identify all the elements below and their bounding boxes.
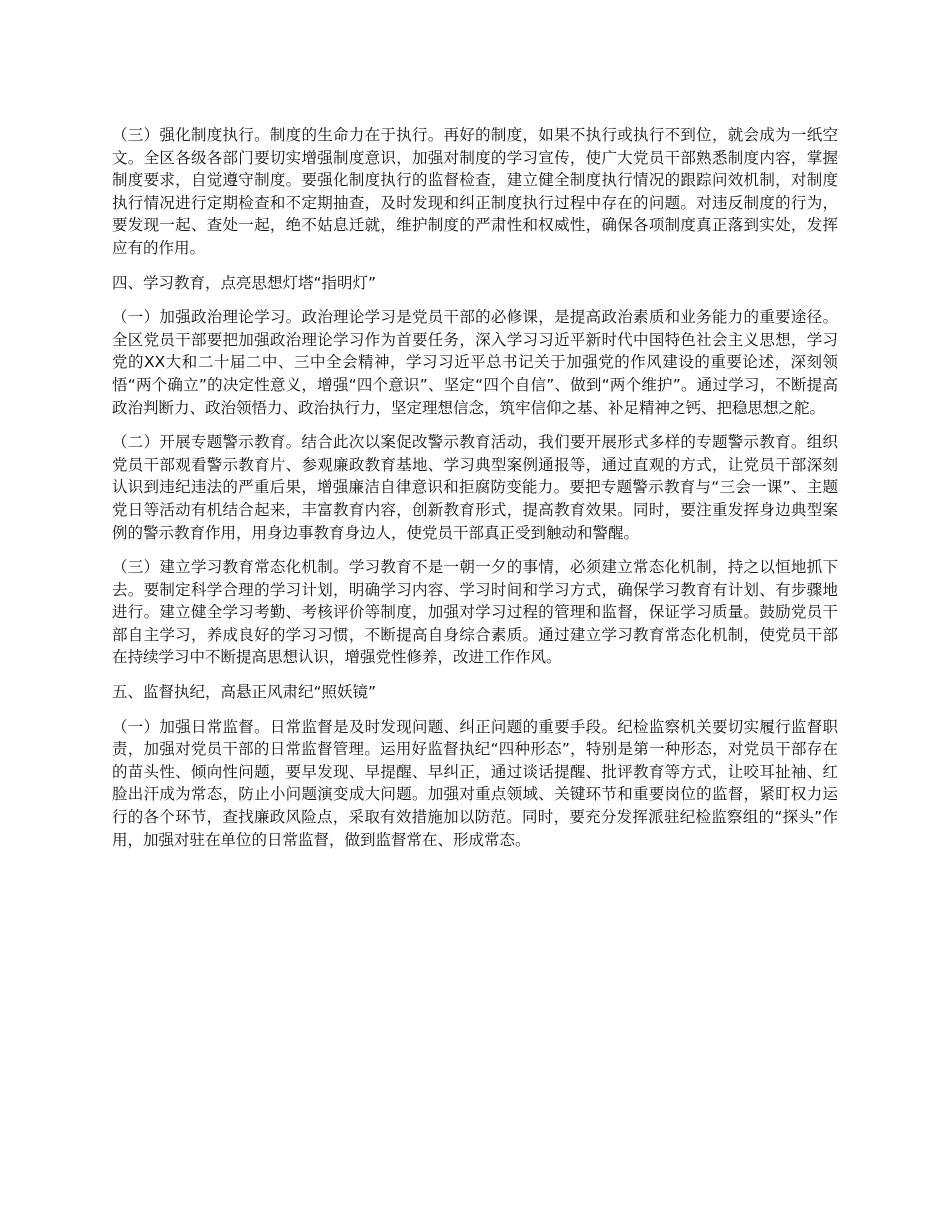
paragraph-4-1-theory-study: （一）加强政治理论学习。政治理论学习是党员干部的必修课，是提高政治素质和业务能力的重要途径。全区党员干部要把加强政治理论学习作为首要任务，深入学习习近平新时代中国特色社会主义思想，学习党的XX大和二十届二中、三中全会精神，学习习近平总书记关于加强党的作风建设的重要论述，深刻领悟“两个确立”的决定性意义，增强“四个意识”、坚定“四个自信”、做到“两个维护”。通过学习，不断提高政治判断力、政治领悟力、政治执行力，坚定理想信念，筑牢信仰之基、补足精神之钙、把稳思想之舵。 <box>112 308 838 417</box>
paragraph-4-2-warning-education: （二）开展专题警示教育。结合此次以案促改警示教育活动，我们要开展形式多样的专题警示教育。组织党员干部观看警示教育片、参观廉政教育基地、学习典型案例通报等，通过直观的方式，让党员干部深刻认识到违纪违法的严重后果，增强廉洁自律意识和拒腐防变能力。要把专题警示教育与“三会一课”、主题党日等活动有机结合起来，丰富教育内容，创新教育形式，提高教育效果。同时，要注重发挥身边典型案例的警示教育作用，用身边事教育身边人，使党员干部真正受到触动和警醒。 <box>112 433 838 542</box>
paragraph-5-1-daily-supervision: （一）加强日常监督。日常监督是及时发现问题、纠正问题的重要手段。纪检监察机关要切实履行监督职责，加强对党员干部的日常监督管理。运用好监督执纪“四种形态”，特别是第一种形态，对党员干部存在的苗头性、倾向性问题，要早发现、早提醒、早纠正，通过谈话提醒、批评教育等方式，让咬耳扯袖、红脸出汗成为常态，防止小问题演变成大问题。加强对重点领域、关键环节和重要岗位的监督，紧盯权力运行的各个环节，查找廉政风险点，采取有效措施加以防范。同时，要充分发挥派驻纪检监察组的“探头”作用，加强对驻在单位的日常监督，做到监督常在、形成常态。 <box>112 717 838 849</box>
section-heading-5: 五、监督执纪，高悬正风肃纪“照妖镜” <box>112 683 377 702</box>
section-heading-4: 四、学习教育，点亮思想灯塔“指明灯” <box>112 273 377 292</box>
paragraph-4-3-study-mechanism: （三）建立学习教育常态化机制。学习教育不是一朝一夕的事情，必须建立常态化机制，持之以恒地抓下去。要制定科学合理的学习计划，明确学习内容、学习时间和学习方式，确保学习教育有计划、有步骤地进行。建立健全学习考勤、考核评价等制度，加强对学习过程的管理和监督，保证学习质量。鼓励党员干部自主学习，养成良好的学习习惯，不断提高自身综合素质。通过建立学习教育常态化机制，使党员干部在持续学习中不断提高思想认识，增强党性修养，改进工作作风。 <box>112 558 838 667</box>
document-page <box>112 124 838 863</box>
paragraph-3-enforce-rules: （三）强化制度执行。制度的生命力在于执行。再好的制度，如果不执行或执行不到位，就会成为一纸空文。全区各级各部门要切实增强制度意识，加强对制度的学习宣传，使广大党员干部熟悉制度内容，掌握制度要求，自觉遵守制度。要强化制度执行的监督检查，建立健全制度执行情况的跟踪问效机制，对制度执行情况进行定期检查和不定期抽查，及时发现和纠正制度执行过程中存在的问题。对违反制度的行为，要发现一起、查处一起，绝不姑息迁就，维护制度的严肃性和权威性，确保各项制度真正落到实处，发挥应有的作用。 <box>112 126 838 257</box>
